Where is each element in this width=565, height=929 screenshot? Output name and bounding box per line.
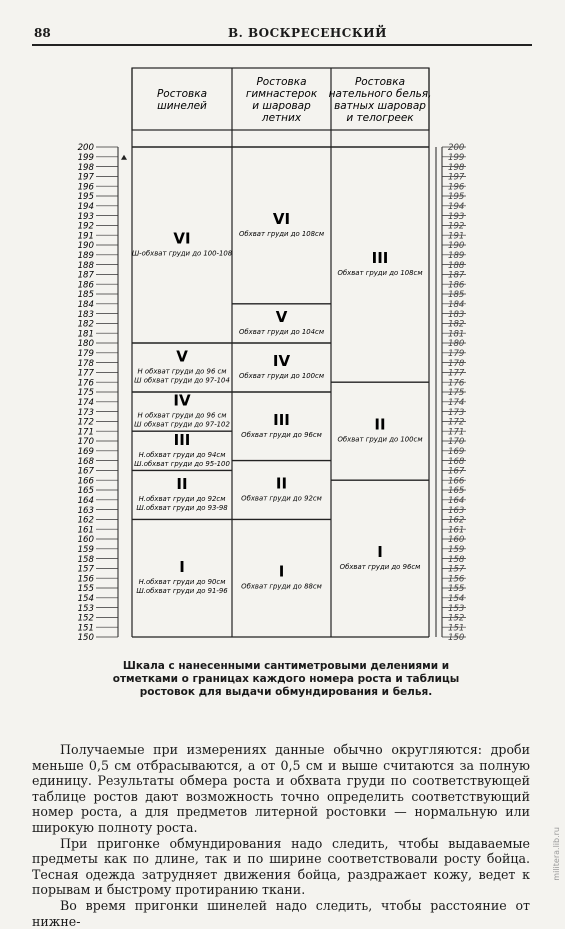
right-tick-label: 169 bbox=[448, 447, 465, 457]
right-tick-label: 180 bbox=[448, 339, 465, 350]
left-tick-label: 178 bbox=[77, 358, 94, 369]
left-tick-label: 194 bbox=[77, 202, 94, 212]
size-numeral: II bbox=[374, 415, 386, 434]
right-tick-label: 165 bbox=[448, 486, 465, 497]
size-numeral: III bbox=[273, 410, 290, 429]
chest-girth-note: Обхват груди до 108см bbox=[238, 229, 325, 238]
left-tick-label: 151 bbox=[77, 623, 94, 634]
column-header-line: шинелей bbox=[157, 100, 207, 112]
left-tick-label: 182 bbox=[77, 319, 94, 330]
left-tick-label: 171 bbox=[77, 427, 94, 438]
left-tick-label: 183 bbox=[77, 309, 94, 320]
right-tick-label: 181 bbox=[448, 329, 465, 340]
left-tick-label: 164 bbox=[77, 496, 94, 506]
left-tick-label: 177 bbox=[77, 368, 94, 379]
column-header-line: нательного белья, bbox=[328, 88, 432, 100]
right-tick-label: 179 bbox=[448, 349, 465, 359]
right-tick-label: 187 bbox=[448, 270, 465, 281]
size-numeral: IV bbox=[173, 391, 191, 410]
pointer-arrow-icon bbox=[121, 155, 127, 160]
chest-girth-note: Обхват груди до 108см bbox=[337, 269, 423, 278]
size-numeral: I bbox=[179, 558, 185, 577]
size-numeral: VI bbox=[173, 229, 191, 248]
chest-girth-note: Обхват груди до 88см bbox=[241, 582, 322, 591]
page-number: 88 bbox=[34, 26, 51, 40]
left-tick-label: 190 bbox=[77, 241, 94, 252]
size-numeral: IV bbox=[272, 352, 291, 370]
body-text bbox=[32, 742, 530, 929]
left-tick-label: 168 bbox=[77, 456, 94, 467]
right-tick-label: 192 bbox=[448, 221, 465, 232]
column-header-line: летних bbox=[261, 112, 302, 124]
left-tick-label: 187 bbox=[77, 270, 94, 281]
left-tick-label: 156 bbox=[77, 574, 94, 585]
chest-girth-note: Обхват груди до 96см bbox=[339, 563, 421, 572]
right-tick-label: 158 bbox=[448, 554, 465, 565]
column-header-line: и шаровар bbox=[252, 100, 311, 112]
right-tick-label: 150 bbox=[448, 633, 465, 644]
chest-girth-note: Ш.обхват груди до 91-96 bbox=[136, 587, 228, 596]
size-numeral: III bbox=[173, 430, 191, 449]
column-header-line: ватных шаровар bbox=[334, 100, 426, 112]
right-tick-label: 161 bbox=[448, 525, 465, 536]
left-tick-label: 170 bbox=[77, 437, 94, 448]
left-tick-label: 198 bbox=[77, 162, 94, 173]
paragraph: Во время пригонки шинелей надо следить, чтобы расстояние от нижне- bbox=[32, 897, 530, 929]
right-tick-label: 197 bbox=[448, 172, 465, 183]
left-tick-label: 185 bbox=[77, 290, 94, 301]
right-tick-label: 196 bbox=[448, 182, 465, 193]
size-numeral: VI bbox=[272, 209, 291, 228]
chest-girth-note: Обхват груди до 100см bbox=[238, 372, 325, 380]
left-tick-label: 189 bbox=[77, 251, 94, 261]
chest-girth-note: Н обхват груди до 96 см bbox=[137, 367, 227, 376]
right-tick-label: 163 bbox=[448, 505, 465, 516]
left-tick-label: 197 bbox=[77, 172, 94, 183]
right-tick-label: 160 bbox=[448, 535, 465, 546]
size-numeral: I bbox=[278, 562, 285, 581]
right-tick-label: 185 bbox=[448, 290, 465, 301]
column-header-line: Ростовка bbox=[354, 76, 406, 88]
chest-girth-note: Ш.обхват груди до 95-100 bbox=[134, 459, 230, 468]
right-tick-label: 191 bbox=[448, 231, 465, 242]
left-tick-label: 184 bbox=[77, 300, 94, 310]
right-tick-label: 162 bbox=[448, 515, 465, 526]
left-tick-label: 159 bbox=[77, 545, 94, 555]
left-tick-label: 160 bbox=[77, 535, 94, 546]
right-tick-label: 164 bbox=[448, 496, 465, 506]
size-numeral: III bbox=[371, 249, 389, 268]
size-numeral: II bbox=[275, 474, 288, 493]
chest-girth-note: Ш обхват груди до 97-102 bbox=[134, 420, 230, 429]
right-tick-label: 176 bbox=[448, 378, 465, 389]
right-tick-label: 174 bbox=[448, 398, 465, 408]
right-tick-label: 172 bbox=[448, 417, 465, 428]
right-tick-label: 159 bbox=[448, 545, 465, 555]
left-tick-label: 166 bbox=[77, 476, 94, 487]
right-tick-label: 166 bbox=[448, 476, 465, 487]
right-tick-label: 154 bbox=[448, 594, 465, 604]
paragraph: Получаемые при измерениях данные обычно округляются: дроби меньше 0,5 см отбрасываются, а от 0,5 см и выше считаются за полную единицу. Результаты обмера роста и обхвата груди по соответствующей таблице ростов дают возможность точно определить соответствующий номер роста, а для предметов литерной ростовки — нормальную или широкую полноту роста. bbox=[32, 742, 530, 835]
chest-girth-note: Обхват груди до 104см bbox=[238, 327, 325, 336]
left-tick-label: 199 bbox=[77, 153, 94, 163]
right-tick-label: 183 bbox=[448, 309, 465, 320]
chest-girth-note: Ш обхват груди до 97-104 bbox=[134, 376, 230, 385]
left-tick-label: 176 bbox=[77, 378, 94, 389]
chest-girth-note: Обхват груди до 100см bbox=[337, 435, 423, 444]
right-tick-label: 195 bbox=[448, 192, 465, 203]
chest-girth-note: Ш-обхват груди до 100-108 bbox=[131, 249, 233, 258]
chest-girth-note: Н.обхват груди до 90см bbox=[138, 578, 226, 587]
left-tick-label: 172 bbox=[77, 417, 94, 428]
left-tick-label: 169 bbox=[77, 447, 94, 457]
left-tick-label: 192 bbox=[77, 221, 94, 232]
right-tick-label: 153 bbox=[448, 603, 465, 614]
left-tick-label: 152 bbox=[77, 613, 94, 624]
right-tick-label: 199 bbox=[448, 153, 465, 163]
right-tick-label: 175 bbox=[448, 388, 465, 399]
size-numeral: V bbox=[176, 347, 188, 366]
left-tick-label: 162 bbox=[77, 515, 94, 526]
right-tick-label: 182 bbox=[448, 319, 465, 330]
right-tick-label: 178 bbox=[448, 358, 465, 369]
left-tick-label: 153 bbox=[77, 603, 94, 614]
right-tick-label: 156 bbox=[448, 574, 465, 585]
left-tick-label: 167 bbox=[77, 466, 94, 477]
right-tick-label: 168 bbox=[448, 456, 465, 467]
left-tick-label: 150 bbox=[77, 633, 94, 644]
left-tick-label: 200 bbox=[77, 143, 94, 154]
right-tick-label: 157 bbox=[448, 564, 465, 575]
left-tick-label: 195 bbox=[77, 192, 94, 203]
right-tick-label: 167 bbox=[448, 466, 465, 477]
chest-girth-note: Н обхват груди до 96 см bbox=[137, 411, 227, 420]
column-header-line: Ростовка bbox=[156, 88, 208, 100]
left-tick-label: 154 bbox=[77, 594, 94, 604]
right-tick-label: 151 bbox=[448, 623, 465, 634]
running-head-author: В. ВОСКРЕСЕНСКИЙ bbox=[228, 26, 387, 40]
chest-girth-note: Обхват груди до 92см bbox=[241, 494, 322, 503]
chest-girth-note: Н.обхват груди до 92см bbox=[138, 494, 226, 503]
size-numeral: II bbox=[176, 474, 188, 493]
left-tick-label: 174 bbox=[77, 398, 94, 408]
chest-girth-note: Н.обхват груди до 94см bbox=[138, 450, 226, 459]
right-tick-label: 200 bbox=[448, 143, 465, 154]
left-tick-label: 158 bbox=[77, 554, 94, 565]
paragraph: При пригонке обмундирования надо следить, чтобы выдаваемые предметы как по длине, так и по ширине соответствовали росту бойца. Тесная одежда затрудняет движения бойца, раздражает кожу, ведет к порывам и быстрому протиранию ткани. bbox=[32, 835, 530, 898]
right-tick-label: 170 bbox=[448, 437, 465, 448]
size-numeral: I bbox=[377, 543, 383, 562]
column-header-line: и телогреек bbox=[346, 112, 414, 124]
column-header-line: Ростовка bbox=[256, 76, 307, 88]
chest-girth-note: Обхват груди до 96см bbox=[241, 430, 322, 439]
left-tick-label: 157 bbox=[77, 564, 94, 575]
size-numeral: V bbox=[275, 307, 288, 326]
column-header-line: гимнастерок bbox=[245, 88, 318, 100]
left-tick-label: 181 bbox=[77, 329, 94, 340]
right-tick-label: 152 bbox=[448, 613, 465, 624]
right-tick-label: 188 bbox=[448, 260, 465, 271]
left-tick-label: 193 bbox=[77, 211, 94, 222]
right-tick-label: 186 bbox=[448, 280, 465, 291]
left-tick-label: 155 bbox=[77, 584, 94, 595]
left-tick-label: 186 bbox=[77, 280, 94, 291]
left-tick-label: 175 bbox=[77, 388, 94, 399]
right-tick-label: 173 bbox=[448, 407, 465, 418]
left-tick-label: 191 bbox=[77, 231, 94, 242]
right-tick-label: 193 bbox=[448, 211, 465, 222]
left-tick-label: 180 bbox=[77, 339, 94, 350]
left-tick-label: 196 bbox=[77, 182, 94, 193]
left-tick-label: 173 bbox=[77, 407, 94, 418]
right-tick-label: 189 bbox=[448, 251, 465, 261]
chest-girth-note: Ш.обхват груди до 93-98 bbox=[136, 503, 228, 512]
left-tick-label: 165 bbox=[77, 486, 94, 497]
right-tick-label: 198 bbox=[448, 162, 465, 173]
left-tick-label: 163 bbox=[77, 505, 94, 516]
left-tick-label: 188 bbox=[77, 260, 94, 271]
left-tick-label: 179 bbox=[77, 349, 94, 359]
right-tick-label: 194 bbox=[448, 202, 465, 212]
right-tick-label: 184 bbox=[448, 300, 465, 310]
right-tick-label: 155 bbox=[448, 584, 465, 595]
figure-caption: Шкала с нанесенными сантиметровыми делениями и отметками о границах каждого номера роста и таблицы ростовок для выдачи обмундирования и белья. bbox=[112, 660, 460, 698]
watermark: militera.lib.ru bbox=[552, 827, 561, 881]
left-tick-label: 161 bbox=[77, 525, 94, 536]
right-tick-label: 177 bbox=[448, 368, 465, 379]
right-tick-label: 171 bbox=[448, 427, 465, 438]
right-tick-label: 190 bbox=[448, 241, 465, 252]
